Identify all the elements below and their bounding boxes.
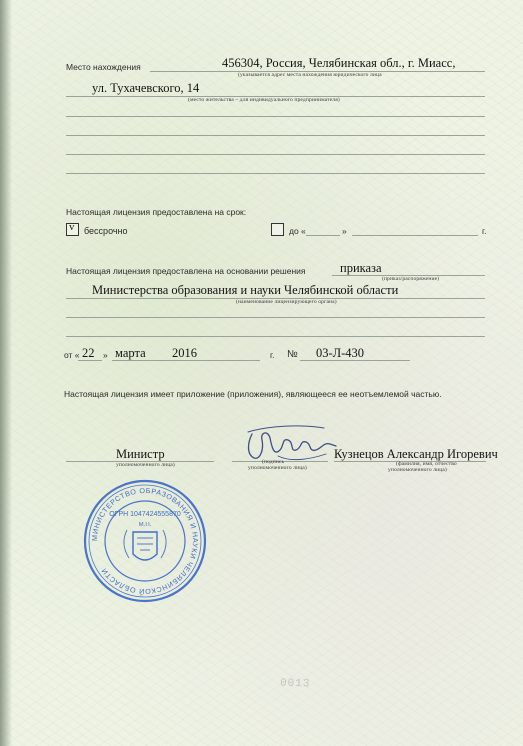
date-day: 22: [82, 346, 95, 360]
until-checkbox: [271, 223, 284, 236]
date-from: от «: [64, 350, 80, 360]
licensing-authority: Министерства образования и науки Челябинской области: [92, 283, 399, 297]
svg-text:МИНИСТЕРСТВО ОБРАЗОВАНИЯ И НАУ: МИНИСТЕРСТВО ОБРАЗОВАНИЯ И НАУКИ ЧЕЛЯБИНСКОЙ ОБЛАСТИ: [89, 485, 201, 597]
location-line-2: ул. Тухачевского, 14: [92, 81, 200, 95]
until-prefix: до «: [289, 226, 306, 236]
blank-line-2: [66, 135, 485, 136]
license-number: 03-Л-430: [316, 346, 365, 360]
authority-hint: (наименование лицензирующего органа): [236, 299, 337, 305]
date-close-quote: »: [103, 350, 108, 360]
term-label: Настоящая лицензия предоставлена на срок:: [66, 207, 247, 217]
signature-hint-1: (подпись: [262, 459, 285, 465]
location-label: Место нахождения: [66, 62, 141, 72]
signature-hint-2: уполномоченного лица): [248, 465, 307, 471]
until-date-line: [352, 235, 478, 236]
handwritten-signature: [238, 420, 340, 466]
svg-text:М.П.: М.П.: [138, 522, 152, 528]
until-quote: »: [342, 226, 347, 236]
blank-line-3: [66, 154, 485, 155]
basis-label: Настоящая лицензия предоставлена на основании решения: [66, 266, 306, 276]
signer-position: Министр: [116, 447, 165, 461]
until-day-line: [306, 235, 340, 236]
position-hint: уполномоченного лица): [116, 462, 175, 468]
date-day-line: [78, 360, 102, 361]
number-label: №: [287, 349, 298, 360]
blank-line-6: [66, 336, 485, 337]
name-hint-2: уполномоченного лица): [388, 467, 447, 473]
date-month: марта: [115, 346, 146, 360]
decision-type-hint: (приказ/распоряжение): [382, 276, 440, 282]
location-hint-1: (указывается адрес места нахождения юридического лица: [238, 72, 382, 78]
svg-text:ОГРН 1047424555870: ОГРН 1047424555870: [109, 511, 181, 518]
blank-line-4: [66, 173, 485, 174]
location-line-1: 456304, Россия, Челябинская обл., г. Миасс,: [222, 56, 456, 70]
indefinite-checkbox: [66, 223, 79, 236]
name-hint-1: (фамилия, имя, отчество: [396, 461, 457, 467]
date-year: 2016: [172, 346, 197, 360]
faint-serial-watermark: 0013: [279, 677, 311, 691]
appendix-text: Настоящая лицензия имеет приложение (приложения), являющееся ее неотъемлемой частью.: [64, 389, 442, 399]
official-seal: [82, 478, 208, 604]
blank-line-1: [66, 116, 485, 117]
decision-type: приказа: [340, 261, 382, 275]
until-year-suffix: г.: [482, 226, 487, 236]
date-line: [112, 360, 260, 361]
signer-name: Кузнецов Александр Игоревич: [334, 447, 498, 461]
number-line: [300, 360, 410, 361]
checkbox-mark: v: [69, 221, 75, 233]
location-hint-2: (место жительства – для индивидуального предпринимателя): [188, 97, 340, 103]
date-year-suffix: г.: [270, 350, 275, 360]
scan-edge-shadow: [0, 0, 12, 746]
option-indefinite: бессрочно: [84, 226, 128, 236]
blank-line-5: [66, 317, 485, 318]
